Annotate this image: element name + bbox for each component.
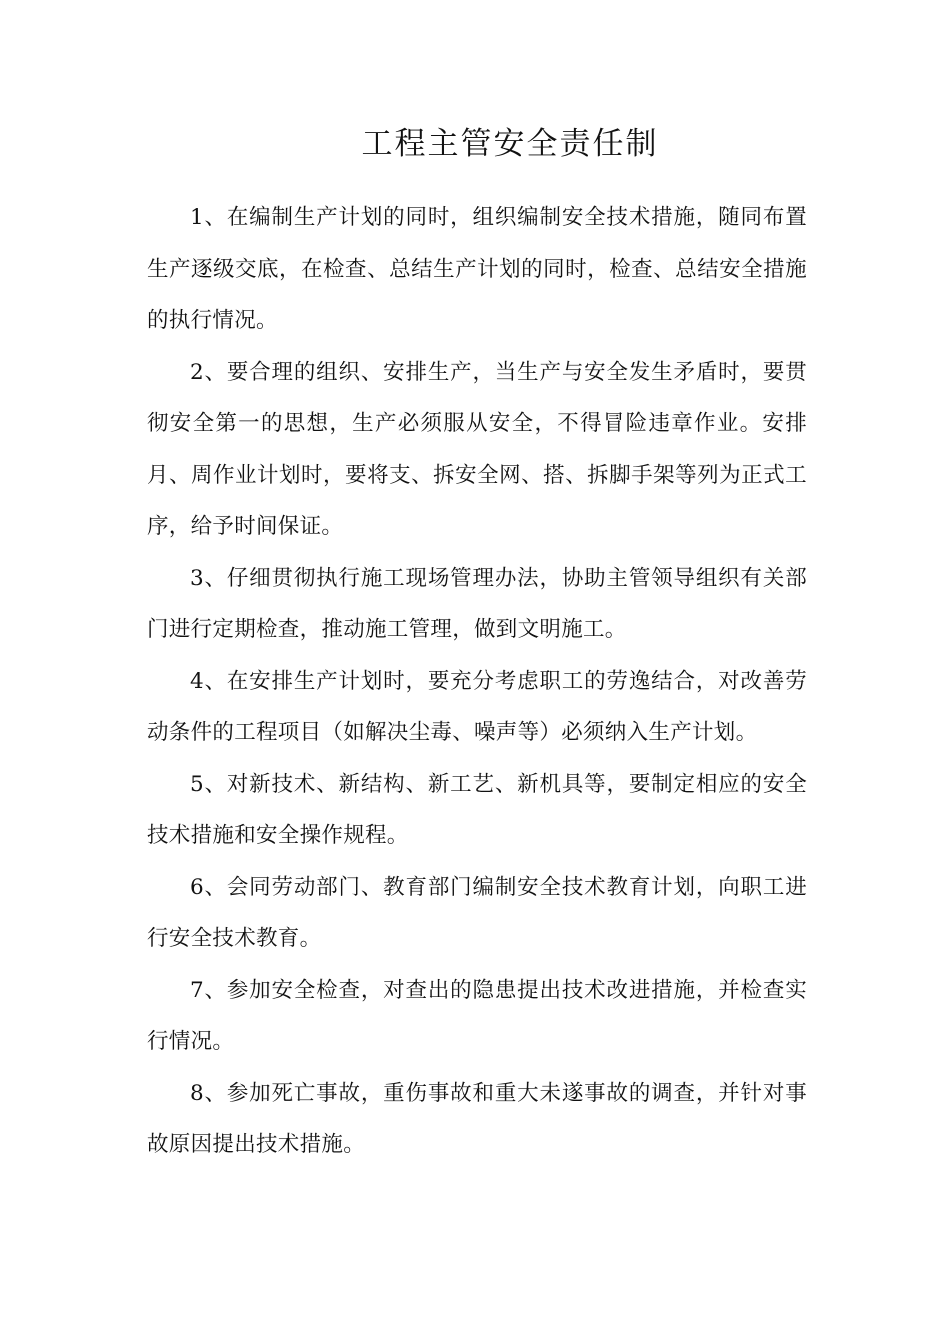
paragraph-4: 4、在安排生产计划时，要充分考虑职工的劳逸结合，对改善劳动条件的工程项目（如解决尘毒、噪声等）必须纳入生产计划。 bbox=[147, 668, 807, 745]
paragraph-5: 5、对新技术、新结构、新工艺、新机具等，要制定相应的安全技术措施和安全操作规程。 bbox=[147, 771, 807, 848]
document-title: 工程主管安全责任制 bbox=[361, 126, 659, 162]
paragraph-2: 2、要合理的组织、安排生产，当生产与安全发生矛盾时，要贯彻安全第一的思想，生产必须服从安全，不得冒险违章作业。安排月、周作业计划时，要将支、拆安全网、搭、拆脚手架等列为正式工序，给予时间保证。 bbox=[147, 359, 807, 539]
paragraph-8: 8、参加死亡事故，重伤事故和重大未遂事故的调查，并针对事故原因提出技术措施。 bbox=[147, 1080, 807, 1157]
paragraph-3: 3、仔细贯彻执行施工现场管理办法，协助主管领导组织有关部门进行定期检查，推动施工管理，做到文明施工。 bbox=[147, 565, 807, 642]
paragraph-1: 1、在编制生产计划的同时，组织编制安全技术措施，随同布置生产逐级交底，在检查、总结生产计划的同时，检查、总结安全措施的执行情况。 bbox=[147, 205, 807, 333]
paragraph-7: 7、参加安全检查，对查出的隐患提出技术改进措施，并检查实行情况。 bbox=[147, 977, 807, 1054]
document-body bbox=[147, 192, 807, 1171]
paragraph-6: 6、会同劳动部门、教育部门编制安全技术教育计划，向职工进行安全技术教育。 bbox=[147, 874, 807, 951]
